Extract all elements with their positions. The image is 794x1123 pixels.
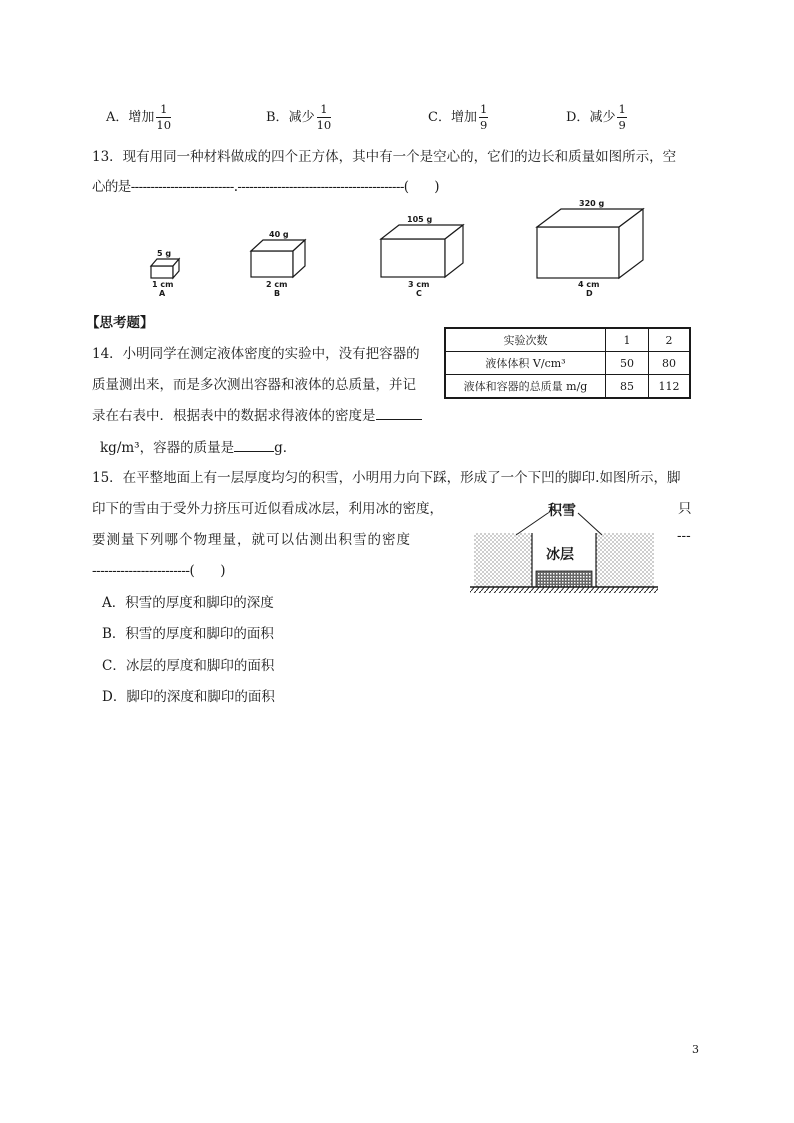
cube-c-mass: 105 g xyxy=(407,215,433,224)
option-b xyxy=(266,104,331,131)
density-unit-text: kg/m³，容器的质量是 xyxy=(100,440,235,456)
fraction-numerator: 1 xyxy=(479,102,488,116)
question-14-line-4 xyxy=(100,436,296,456)
option-a xyxy=(106,104,171,131)
mass-unit-text: g． xyxy=(274,440,297,456)
cube-d-edge: 4 cm xyxy=(578,280,600,289)
section-heading: 【思考题】 xyxy=(86,315,154,331)
fraction-numerator: 1 xyxy=(618,102,626,116)
option-letter: B． xyxy=(266,110,289,125)
question-15-line-4: ------------------------( ) xyxy=(92,563,226,579)
option-letter: C． xyxy=(428,110,451,125)
fraction-denominator: 10 xyxy=(316,117,332,132)
table-cell: 液体和容器的总质量 m/g xyxy=(445,375,606,399)
answer-blank xyxy=(376,419,422,420)
table-cell: 80 xyxy=(649,352,691,375)
option-text: 增加 xyxy=(450,110,477,125)
snow-right xyxy=(596,533,654,587)
option-text: 减少 xyxy=(589,110,616,125)
snow-left xyxy=(474,533,532,587)
table-header-cell: 1 xyxy=(606,328,649,352)
option-letter: A． xyxy=(106,110,129,125)
q15-option-d: D．脚印的深度和脚印的面积 xyxy=(102,689,275,705)
cube-c-letter: C xyxy=(416,289,422,298)
table-row xyxy=(445,375,690,399)
snow-footprint-figure xyxy=(466,495,666,601)
cube-d-letter: D xyxy=(586,289,593,298)
question-15-line-2: 印下的雪由于受外力挤压可近似看成冰层，利用冰的密度， xyxy=(92,501,443,517)
option-c xyxy=(428,104,488,131)
question-15-line-1: 15．在平整地面上有一层厚度均匀的积雪，小明用力向下踩，形成了一个下凹的脚印.如图所示，脚 xyxy=(92,470,681,486)
cube-b-letter: B xyxy=(274,289,281,298)
cube-a xyxy=(151,249,179,298)
question-15-line-3: 要测量下列哪个物理量，就可以估测出积雪的密度 xyxy=(92,532,411,548)
table-cell: 液体体积 V/cm³ xyxy=(445,352,606,375)
cube-a-letter: A xyxy=(159,289,166,298)
cube-c xyxy=(381,215,463,298)
fraction xyxy=(479,104,488,131)
question-15-line-2-end: 只 xyxy=(678,501,692,517)
fraction-denominator: 10 xyxy=(156,117,172,132)
fraction xyxy=(617,104,626,131)
q15-option-c: C．冰层的厚度和脚印的面积 xyxy=(102,658,275,674)
fraction-denominator: 9 xyxy=(479,117,488,132)
table-header-cell: 实验次数 xyxy=(445,328,606,352)
snow-label: 积雪 xyxy=(548,503,576,519)
option-text: 减少 xyxy=(288,110,315,125)
cube-figure xyxy=(135,196,695,306)
option-text: 增加 xyxy=(128,110,155,125)
table-header-row xyxy=(445,328,690,352)
option-letter: D． xyxy=(566,110,590,125)
cube-d-mass: 320 g xyxy=(579,199,605,208)
option-d xyxy=(566,104,627,131)
fraction-numerator: 1 xyxy=(156,104,171,118)
ice-layer xyxy=(536,571,592,587)
cube-a-edge: 1 cm xyxy=(152,280,174,289)
question-14-line-3 xyxy=(92,404,422,424)
cube-d xyxy=(537,199,643,298)
question-14-line-1: 14．小明同学在测定液体密度的实验中，没有把容器的 xyxy=(92,346,420,362)
answer-blank xyxy=(234,451,274,452)
fraction-denominator: 9 xyxy=(618,117,626,132)
table-row xyxy=(445,352,690,375)
question-14-line-2: 质量测出来，而是多次测出容器和液体的总质量，并记 xyxy=(92,377,416,393)
cube-a-mass: 5 g xyxy=(157,249,172,258)
experiment-table xyxy=(444,327,691,399)
question-15-line-3-end: --- xyxy=(677,528,691,544)
table-cell: 85 xyxy=(606,375,649,399)
fraction xyxy=(317,104,332,131)
table-header-cell: 2 xyxy=(649,328,691,352)
table-cell: 112 xyxy=(649,375,691,399)
q15-option-a: A．积雪的厚度和脚印的深度 xyxy=(102,595,274,611)
ice-label: 冰层 xyxy=(546,547,574,563)
cube-b-edge: 2 cm xyxy=(266,280,288,289)
page-number: 3 xyxy=(692,1043,699,1056)
cube-c-edge: 3 cm xyxy=(408,280,430,289)
question-13-line-1: 13．现有用同一种材料做成的四个正方体，其中有一个是空心的，它们的边长和质量如图所示，空 xyxy=(92,149,677,165)
table-cell: 50 xyxy=(606,352,649,375)
cube-b xyxy=(251,230,305,298)
question-14-line-3-text: 录在右表中．根据表中的数据求得液体的密度是 xyxy=(92,408,376,424)
cube-b-mass: 40 g xyxy=(269,230,289,239)
ground-hatch xyxy=(470,587,658,593)
fraction-numerator: 1 xyxy=(317,104,332,118)
q15-option-b: B．积雪的厚度和脚印的面积 xyxy=(102,626,274,642)
question-13-line-2: 心的是--------------------------.------------------------------------------( ) xyxy=(92,179,439,195)
fraction xyxy=(156,104,171,131)
